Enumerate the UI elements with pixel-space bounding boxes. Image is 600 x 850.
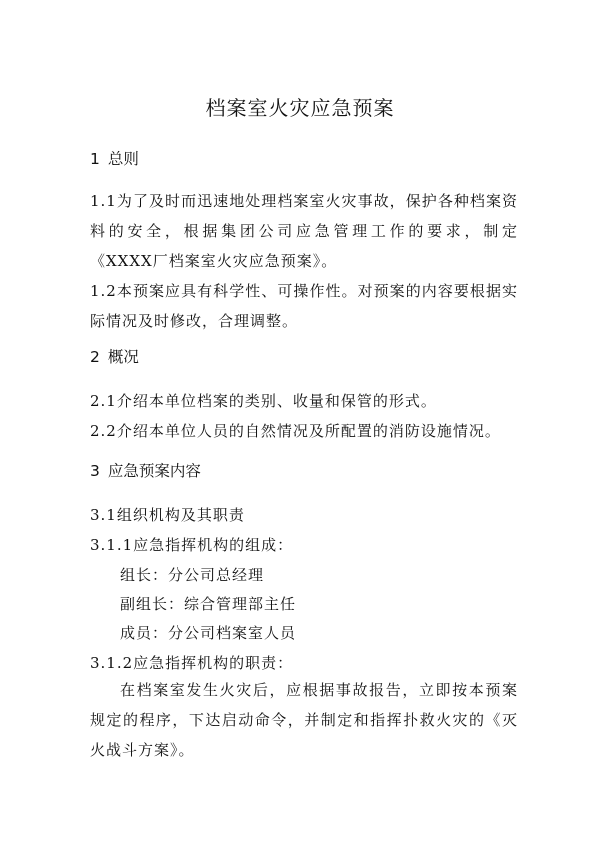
section-2-title: 概况 [107, 348, 139, 366]
section-3-title: 应急预案内容 [107, 462, 201, 480]
section-2-1-line: 2.1介绍本单位档案的类别、收量和保管的形式。 [90, 392, 437, 410]
section-3-heading [90, 459, 201, 481]
section-3-1-2-line: 3.1.2应急指挥机构的职责： [90, 654, 294, 672]
section-1-heading [90, 147, 139, 169]
section-2-heading [90, 345, 139, 367]
section-3-1-line: 3.1组织机构及其职责 [90, 506, 245, 524]
section-3-1-1-line: 3.1.1应急指挥机构的组成： [90, 536, 294, 554]
member-leader: 组长：分公司总经理 [120, 566, 265, 584]
section-2-number: 2 [90, 348, 100, 366]
section-2-2-line: 2.2介绍本单位人员的自然情况及所配置的消防设施情况。 [90, 422, 501, 440]
section-1-title: 总则 [107, 150, 139, 168]
document-title: 档案室火灾应急预案 [205, 96, 395, 120]
member-staff: 成员：分公司档案室人员 [120, 624, 297, 642]
section-1-1-paragraph: 1.1为了及时而迅速地处理档案室火灾事故，保护各种档案资料的安全，根据集团公司应急管理工作的要求，制定《XXXX厂档案室火灾应急预案》。 [90, 192, 518, 270]
section-1-number: 1 [90, 150, 100, 168]
member-deputy-leader: 副组长：综合管理部主任 [120, 595, 297, 613]
duty-paragraph: 在档案室发生火灾后，应根据事故报告，立即按本预案规定的程序，下达启动命令，并制定和指挥扑救火灾的《灭火战斗方案》。 [90, 681, 518, 759]
section-3-number: 3 [90, 462, 100, 480]
section-1-2-paragraph: 1.2本预案应具有科学性、可操作性。对预案的内容要根据实际情况及时修改，合理调整。 [90, 282, 518, 330]
